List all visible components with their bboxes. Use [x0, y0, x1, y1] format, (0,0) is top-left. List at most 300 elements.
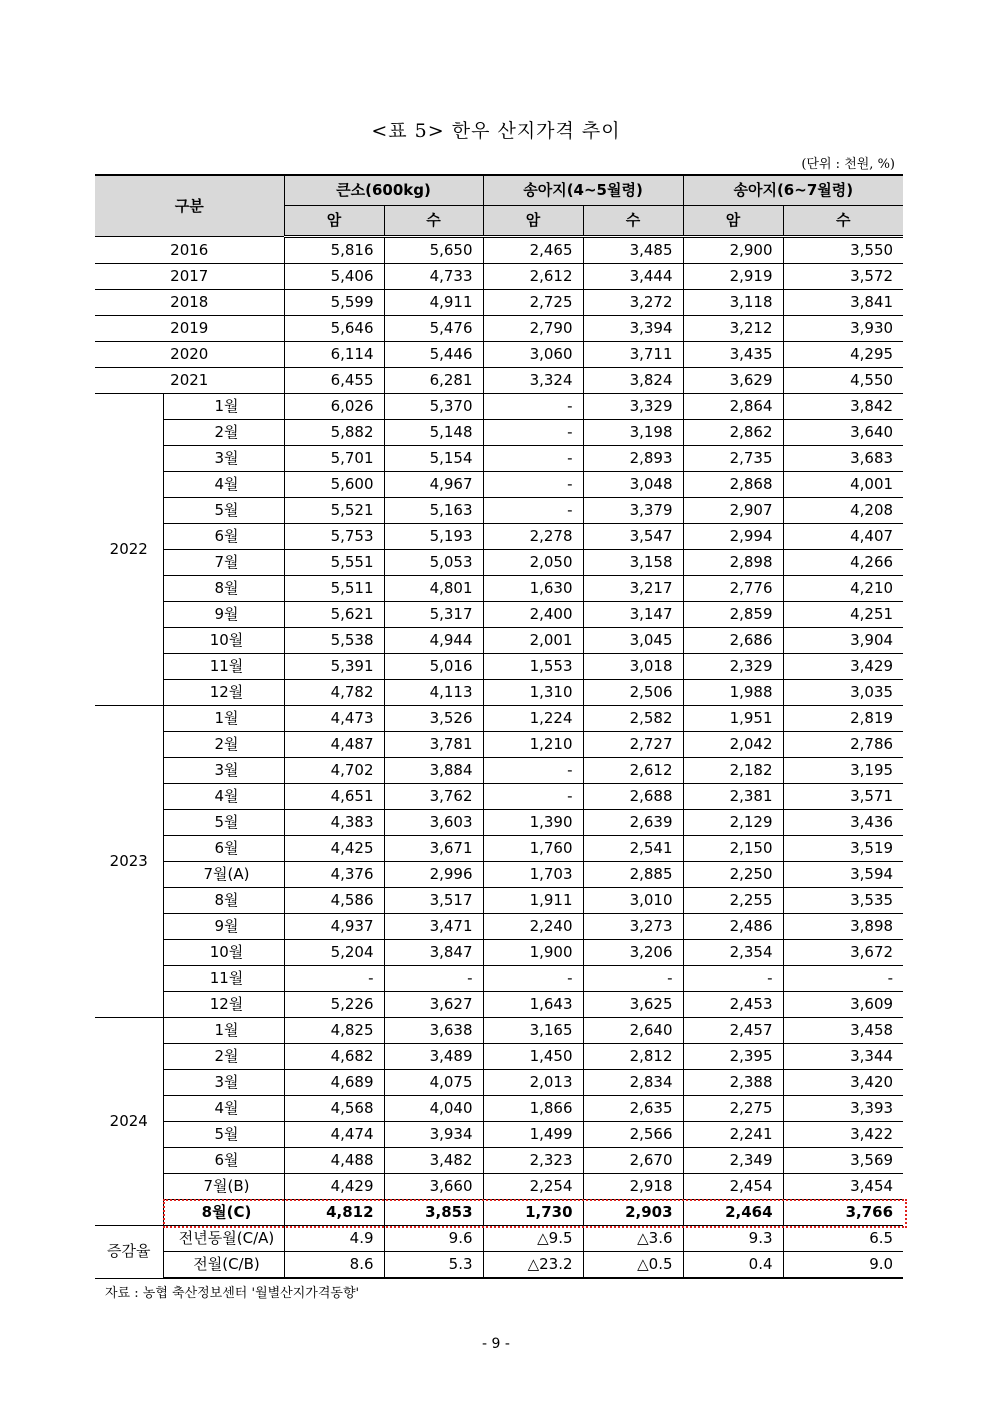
value-cell: 4,407 [783, 524, 903, 550]
header-male: 수 [583, 206, 683, 237]
value-cell: 3,217 [583, 576, 683, 602]
value-cell: 2,907 [683, 498, 783, 524]
value-cell: 3,609 [783, 992, 903, 1018]
value-cell: 3,485 [583, 237, 683, 264]
table-row [95, 316, 903, 342]
value-cell: 2,900 [683, 237, 783, 264]
value-cell: 4,782 [284, 680, 384, 706]
value-cell: 4,568 [284, 1096, 384, 1122]
value-cell: 2,903 [583, 1200, 683, 1226]
value-cell: 3,571 [783, 784, 903, 810]
value-cell: 4,586 [284, 888, 384, 914]
header-female: 암 [483, 206, 583, 237]
row-group-change-rate: 증감율 [95, 1226, 163, 1279]
table-row [95, 706, 903, 732]
value-cell: 2,582 [583, 706, 683, 732]
table-row [95, 940, 903, 966]
row-label-month: 8월 [163, 576, 284, 602]
value-cell: 2,735 [683, 446, 783, 472]
value-cell: △9.5 [483, 1226, 583, 1252]
row-label-month: 11월 [163, 654, 284, 680]
row-label-month: 7월 [163, 550, 284, 576]
value-cell: 3,898 [783, 914, 903, 940]
value-cell: 3,018 [583, 654, 683, 680]
value-cell: 2,275 [683, 1096, 783, 1122]
value-cell: 3,934 [384, 1122, 483, 1148]
value-cell: 4,001 [783, 472, 903, 498]
row-label-month: 5월 [163, 810, 284, 836]
value-cell: 3,766 [783, 1200, 903, 1226]
value-cell: 3,535 [783, 888, 903, 914]
value-cell: 2,996 [384, 862, 483, 888]
row-label-month: 2월 [163, 1044, 284, 1070]
value-cell: 3,904 [783, 628, 903, 654]
value-cell: 3,853 [384, 1200, 483, 1226]
table-row [95, 966, 903, 992]
row-label-month: 7월(B) [163, 1174, 284, 1200]
value-cell: 4,911 [384, 290, 483, 316]
value-cell: 4,113 [384, 680, 483, 706]
value-cell: 3,884 [384, 758, 483, 784]
value-cell: 2,250 [683, 862, 783, 888]
row-label-month: 1월 [163, 394, 284, 420]
value-cell: 3,458 [783, 1018, 903, 1044]
value-cell: 3,045 [583, 628, 683, 654]
value-cell: 2,994 [683, 524, 783, 550]
row-label-month: 1월 [163, 706, 284, 732]
value-cell: 2,686 [683, 628, 783, 654]
value-cell: 1,866 [483, 1096, 583, 1122]
value-cell: 2,240 [483, 914, 583, 940]
table-row [95, 1122, 903, 1148]
value-cell: 5,599 [284, 290, 384, 316]
value-cell: - [483, 758, 583, 784]
value-cell: 5,538 [284, 628, 384, 654]
value-cell: 2,395 [683, 1044, 783, 1070]
value-cell: 5,053 [384, 550, 483, 576]
table-row [95, 1174, 903, 1200]
row-label-month: 9월 [163, 602, 284, 628]
value-cell: 4,040 [384, 1096, 483, 1122]
row-label-month: 2월 [163, 732, 284, 758]
row-label-month: 2월 [163, 420, 284, 446]
table-row [95, 1252, 903, 1279]
value-cell: - [683, 966, 783, 992]
header-group-calf-6-7: 송아지(6~7월령) [683, 175, 903, 206]
value-cell: 6,455 [284, 368, 384, 394]
value-cell: 2,859 [683, 602, 783, 628]
row-label-month: 8월(C) [163, 1200, 284, 1226]
row-label-month: 4월 [163, 472, 284, 498]
value-cell: 3,672 [783, 940, 903, 966]
value-cell: 2,349 [683, 1148, 783, 1174]
value-cell: 1,730 [483, 1200, 583, 1226]
row-label-year: 2017 [95, 264, 284, 290]
value-cell: 4,812 [284, 1200, 384, 1226]
value-cell: 3,035 [783, 680, 903, 706]
value-cell: 4,733 [384, 264, 483, 290]
value-cell: 2,834 [583, 1070, 683, 1096]
value-cell: 1,951 [683, 706, 783, 732]
value-cell: - [483, 446, 583, 472]
value-cell: 3,572 [783, 264, 903, 290]
table-row [95, 784, 903, 810]
value-cell: 2,640 [583, 1018, 683, 1044]
value-cell: 3,118 [683, 290, 783, 316]
value-cell: 3,526 [384, 706, 483, 732]
value-cell: 3,429 [783, 654, 903, 680]
value-cell: 2,776 [683, 576, 783, 602]
value-cell: 4,376 [284, 862, 384, 888]
value-cell: 1,760 [483, 836, 583, 862]
value-cell: 4,488 [284, 1148, 384, 1174]
value-cell: 3,482 [384, 1148, 483, 1174]
header-group-calf-4-5: 송아지(4~5월령) [483, 175, 683, 206]
row-label-month: 12월 [163, 992, 284, 1018]
value-cell: 3,048 [583, 472, 683, 498]
value-cell: 2,918 [583, 1174, 683, 1200]
value-cell: △23.2 [483, 1252, 583, 1279]
header-category: 구분 [95, 175, 284, 237]
value-cell: - [483, 394, 583, 420]
value-cell: 5,317 [384, 602, 483, 628]
value-cell: 2,013 [483, 1070, 583, 1096]
table-row [95, 550, 903, 576]
value-cell: 1,988 [683, 680, 783, 706]
value-cell: 5.3 [384, 1252, 483, 1279]
value-cell: 3,471 [384, 914, 483, 940]
value-cell: 8.6 [284, 1252, 384, 1279]
value-cell: 2,727 [583, 732, 683, 758]
value-cell: 5,753 [284, 524, 384, 550]
value-cell: 3,762 [384, 784, 483, 810]
value-cell: 3,519 [783, 836, 903, 862]
row-label-month: 9월 [163, 914, 284, 940]
value-cell: 5,154 [384, 446, 483, 472]
row-label-month: 5월 [163, 498, 284, 524]
value-cell: 5,016 [384, 654, 483, 680]
value-cell: 3,198 [583, 420, 683, 446]
value-cell: 4.9 [284, 1226, 384, 1252]
row-label-year: 2016 [95, 237, 284, 264]
value-cell: 3,435 [683, 342, 783, 368]
value-cell: 3,147 [583, 602, 683, 628]
value-cell: 3,010 [583, 888, 683, 914]
value-cell: 4,251 [783, 602, 903, 628]
table-row [95, 368, 903, 394]
value-cell: 5,193 [384, 524, 483, 550]
value-cell: 3,158 [583, 550, 683, 576]
table-row [95, 524, 903, 550]
value-cell: 1,224 [483, 706, 583, 732]
row-label-year: 2021 [95, 368, 284, 394]
value-cell: 3,781 [384, 732, 483, 758]
value-cell: 2,541 [583, 836, 683, 862]
value-cell: 4,429 [284, 1174, 384, 1200]
value-cell: 3,344 [783, 1044, 903, 1070]
header-male: 수 [384, 206, 483, 237]
value-cell: 3,627 [384, 992, 483, 1018]
table-row [95, 862, 903, 888]
value-cell: 5,370 [384, 394, 483, 420]
value-cell: 2,001 [483, 628, 583, 654]
row-label-change: 전월(C/B) [163, 1252, 284, 1279]
value-cell: △0.5 [583, 1252, 683, 1279]
value-cell: 3,165 [483, 1018, 583, 1044]
table-row [95, 758, 903, 784]
value-cell: 2,919 [683, 264, 783, 290]
value-cell: 4,210 [783, 576, 903, 602]
table-row [95, 576, 903, 602]
row-label-month: 4월 [163, 784, 284, 810]
value-cell: 3,272 [583, 290, 683, 316]
value-cell: 4,689 [284, 1070, 384, 1096]
table-row [95, 264, 903, 290]
table-row [95, 914, 903, 940]
row-label-month: 1월 [163, 1018, 284, 1044]
value-cell: 4,383 [284, 810, 384, 836]
value-cell: 5,646 [284, 316, 384, 342]
value-cell: 3,489 [384, 1044, 483, 1070]
value-cell: 3,640 [783, 420, 903, 446]
row-label-month: 3월 [163, 446, 284, 472]
value-cell: 6,281 [384, 368, 483, 394]
value-cell: 3,847 [384, 940, 483, 966]
table-row [95, 1044, 903, 1070]
value-cell: 1,900 [483, 940, 583, 966]
row-label-month: 12월 [163, 680, 284, 706]
header-male: 수 [783, 206, 903, 237]
row-label-month: 8월 [163, 888, 284, 914]
table-row [95, 654, 903, 680]
price-table [95, 174, 903, 1279]
value-cell: 3,711 [583, 342, 683, 368]
value-cell: 3,436 [783, 810, 903, 836]
value-cell: 2,050 [483, 550, 583, 576]
value-cell: 2,381 [683, 784, 783, 810]
table-row [95, 810, 903, 836]
row-group-year: 2023 [95, 706, 163, 1018]
value-cell: 2,464 [683, 1200, 783, 1226]
value-cell: 3,603 [384, 810, 483, 836]
value-cell: 2,893 [583, 446, 683, 472]
value-cell: 4,487 [284, 732, 384, 758]
value-cell: 2,819 [783, 706, 903, 732]
row-label-month: 6월 [163, 836, 284, 862]
value-cell: 4,937 [284, 914, 384, 940]
value-cell: 2,241 [683, 1122, 783, 1148]
value-cell: 4,075 [384, 1070, 483, 1096]
value-cell: 3,420 [783, 1070, 903, 1096]
value-cell: 2,864 [683, 394, 783, 420]
value-cell: 2,457 [683, 1018, 783, 1044]
value-cell: 2,725 [483, 290, 583, 316]
row-label-year: 2020 [95, 342, 284, 368]
value-cell: 2,453 [683, 992, 783, 1018]
value-cell: 3,841 [783, 290, 903, 316]
value-cell: 2,388 [683, 1070, 783, 1096]
value-cell: 2,688 [583, 784, 683, 810]
table-row [95, 602, 903, 628]
row-label-month: 10월 [163, 628, 284, 654]
table-row [95, 1018, 903, 1044]
source-note: 자료 : 농협 축산정보센터 '월별산지가격동향' [105, 1286, 360, 1301]
value-cell: 3,379 [583, 498, 683, 524]
value-cell: 2,862 [683, 420, 783, 446]
value-cell: 0.4 [683, 1252, 783, 1279]
value-cell: 2,323 [483, 1148, 583, 1174]
value-cell: 4,474 [284, 1122, 384, 1148]
value-cell: 2,898 [683, 550, 783, 576]
value-cell: 5,621 [284, 602, 384, 628]
value-cell: 9.6 [384, 1226, 483, 1252]
header-group-big-cattle: 큰소(600kg) [284, 175, 483, 206]
page-number: - 9 - [482, 1336, 510, 1352]
value-cell: 4,651 [284, 784, 384, 810]
value-cell: 1,210 [483, 732, 583, 758]
value-cell: - [483, 498, 583, 524]
table-row [95, 992, 903, 1018]
header-female: 암 [284, 206, 384, 237]
value-cell: 5,226 [284, 992, 384, 1018]
value-cell: 1,703 [483, 862, 583, 888]
value-cell: 3,930 [783, 316, 903, 342]
value-cell: 2,612 [483, 264, 583, 290]
value-cell: 2,255 [683, 888, 783, 914]
row-label-month: 7월(A) [163, 862, 284, 888]
row-group-year: 2022 [95, 394, 163, 706]
value-cell: 5,391 [284, 654, 384, 680]
value-cell: 2,790 [483, 316, 583, 342]
value-cell: 4,550 [783, 368, 903, 394]
value-cell: 2,354 [683, 940, 783, 966]
value-cell: - [483, 784, 583, 810]
value-cell: 2,635 [583, 1096, 683, 1122]
row-label-month: 6월 [163, 524, 284, 550]
value-cell: 3,671 [384, 836, 483, 862]
value-cell: 1,310 [483, 680, 583, 706]
value-cell: 5,650 [384, 237, 483, 264]
table-row [95, 498, 903, 524]
value-cell: - [783, 966, 903, 992]
table-row [95, 1148, 903, 1174]
value-cell: 2,670 [583, 1148, 683, 1174]
row-label-month: 4월 [163, 1096, 284, 1122]
value-cell: 4,682 [284, 1044, 384, 1070]
row-label-month: 3월 [163, 1070, 284, 1096]
value-cell: 3,422 [783, 1122, 903, 1148]
value-cell: 5,406 [284, 264, 384, 290]
header-female: 암 [683, 206, 783, 237]
table-row [95, 680, 903, 706]
value-cell: 3,683 [783, 446, 903, 472]
row-label-month: 6월 [163, 1148, 284, 1174]
table-row [95, 237, 903, 264]
value-cell: 1,390 [483, 810, 583, 836]
value-cell: 2,566 [583, 1122, 683, 1148]
value-cell: 6.5 [783, 1226, 903, 1252]
value-cell: 4,473 [284, 706, 384, 732]
value-cell: 1,911 [483, 888, 583, 914]
row-label-month: 5월 [163, 1122, 284, 1148]
value-cell: 2,506 [583, 680, 683, 706]
value-cell: 3,393 [783, 1096, 903, 1122]
value-cell: 3,454 [783, 1174, 903, 1200]
value-cell: 2,465 [483, 237, 583, 264]
value-cell: 1,630 [483, 576, 583, 602]
value-cell: 3,594 [783, 862, 903, 888]
value-cell: 3,824 [583, 368, 683, 394]
value-cell: 3,517 [384, 888, 483, 914]
value-cell: 1,450 [483, 1044, 583, 1070]
value-cell: 5,701 [284, 446, 384, 472]
value-cell: 4,266 [783, 550, 903, 576]
table-row [95, 1096, 903, 1122]
value-cell: 2,812 [583, 1044, 683, 1070]
value-cell: △3.6 [583, 1226, 683, 1252]
value-cell: 2,486 [683, 914, 783, 940]
value-cell: 2,254 [483, 1174, 583, 1200]
value-cell: - [483, 966, 583, 992]
value-cell: 2,786 [783, 732, 903, 758]
value-cell: 3,195 [783, 758, 903, 784]
value-cell: 3,324 [483, 368, 583, 394]
value-cell: 4,944 [384, 628, 483, 654]
table-row [95, 1226, 903, 1252]
value-cell: - [384, 966, 483, 992]
value-cell: 1,643 [483, 992, 583, 1018]
row-label-year: 2019 [95, 316, 284, 342]
unit-note: (단위 : 천원, %) [801, 157, 895, 172]
value-cell: 2,868 [683, 472, 783, 498]
table-title: <표 5> 한우 산지가격 추이 [371, 120, 621, 142]
value-cell: 1,553 [483, 654, 583, 680]
value-cell: 3,444 [583, 264, 683, 290]
value-cell: 6,026 [284, 394, 384, 420]
value-cell: 5,163 [384, 498, 483, 524]
table-row [95, 394, 903, 420]
value-cell: 5,446 [384, 342, 483, 368]
value-cell: 3,547 [583, 524, 683, 550]
table-row [95, 732, 903, 758]
value-cell: 4,295 [783, 342, 903, 368]
value-cell: 5,476 [384, 316, 483, 342]
row-label-change: 전년동월(C/A) [163, 1226, 284, 1252]
value-cell: 3,329 [583, 394, 683, 420]
value-cell: 4,425 [284, 836, 384, 862]
value-cell: 2,129 [683, 810, 783, 836]
value-cell: 2,612 [583, 758, 683, 784]
value-cell: 2,042 [683, 732, 783, 758]
value-cell: 3,629 [683, 368, 783, 394]
value-cell: 5,521 [284, 498, 384, 524]
value-cell: 3,550 [783, 237, 903, 264]
value-cell: 5,816 [284, 237, 384, 264]
row-group-year: 2024 [95, 1018, 163, 1226]
value-cell: 2,400 [483, 602, 583, 628]
value-cell: 2,639 [583, 810, 683, 836]
value-cell: 2,278 [483, 524, 583, 550]
value-cell: 5,551 [284, 550, 384, 576]
value-cell: 5,511 [284, 576, 384, 602]
value-cell: 4,702 [284, 758, 384, 784]
value-cell: 4,208 [783, 498, 903, 524]
value-cell: 4,825 [284, 1018, 384, 1044]
value-cell: 3,394 [583, 316, 683, 342]
value-cell: 2,454 [683, 1174, 783, 1200]
row-label-month: 10월 [163, 940, 284, 966]
value-cell: 3,638 [384, 1018, 483, 1044]
